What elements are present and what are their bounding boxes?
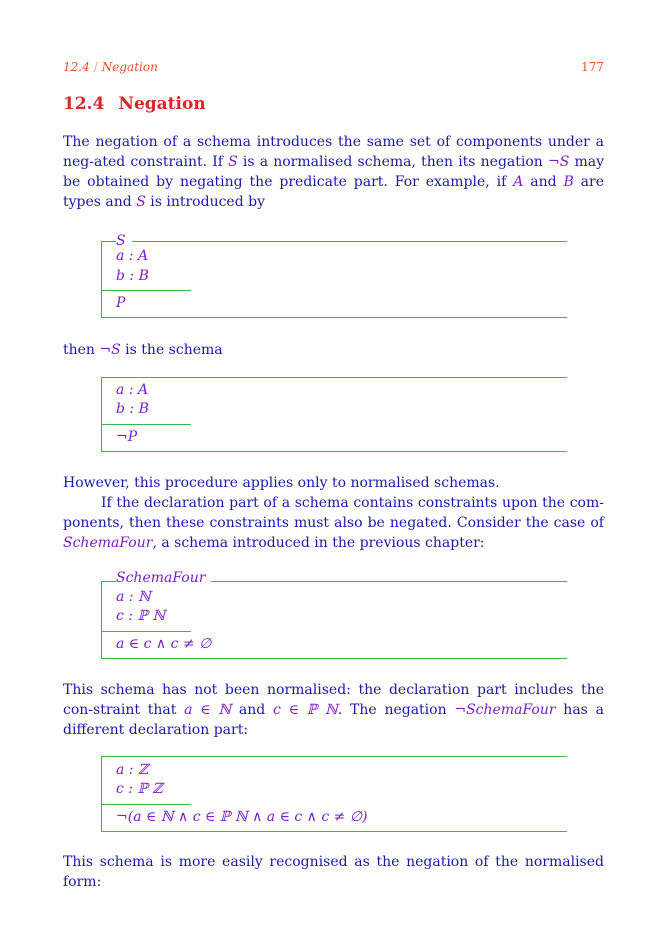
math-symbol: ¬ xyxy=(547,154,560,170)
text-run: is a normalised schema, then its negation xyxy=(237,154,548,170)
math-symbol: B xyxy=(563,174,574,190)
math-symbol: A xyxy=(513,174,524,190)
section-title: Negation xyxy=(118,94,206,114)
paragraph-not-normalised xyxy=(63,680,604,740)
math-symbol: S xyxy=(559,154,570,170)
paragraph-recognised: This schema is more easily recognised as the negation of the normalised form: xyxy=(63,854,604,890)
schema-name: S xyxy=(116,233,132,249)
header-section-number: 12.4 xyxy=(63,60,90,74)
text-run: has a different declaration part: xyxy=(63,702,604,738)
schema-reference: SchemaFour xyxy=(63,535,153,551)
text-run: are types and xyxy=(63,174,604,210)
text-run: is the schema xyxy=(120,342,223,358)
schema-predicate: ¬P xyxy=(116,429,138,445)
schema-divider xyxy=(101,424,191,425)
schema-bottom-rule xyxy=(101,317,567,318)
text-run: and xyxy=(523,174,564,190)
schema-predicate: ¬(a ∈ ℕ ∧ c ∈ ℙ ℕ ∧ a ∈ c ∧ c ≠ ∅) xyxy=(116,809,368,825)
text-run: The negation of a schema introduces the same set of components under a neg-ated constraint. If xyxy=(63,134,604,170)
schema-declaration: a : ℕ xyxy=(116,589,151,605)
text-run: and xyxy=(231,702,274,718)
section-number: 12.4 xyxy=(63,94,105,114)
schema-bottom-rule xyxy=(101,658,567,659)
schema-bottom-rule xyxy=(101,831,567,832)
math-symbol: S xyxy=(111,342,121,358)
schema-box-neg-schemafour xyxy=(101,748,567,834)
schema-left-rule xyxy=(101,756,102,832)
schema-box-schemafour xyxy=(101,570,567,660)
math-symbol: ¬ xyxy=(454,702,467,718)
schema-left-rule xyxy=(101,581,102,659)
header-section-title: Negation xyxy=(101,60,158,74)
schema-top-rule xyxy=(101,756,567,757)
text-run: This schema has not been normalised: the declaration part includes the con-straint that xyxy=(63,682,604,718)
text-run: may be obtained by negating the predicate part. For example, if xyxy=(63,154,604,190)
schema-divider xyxy=(101,290,191,291)
schema-declaration: a : A xyxy=(116,382,149,398)
schema-left-rule xyxy=(101,241,102,318)
schema-declaration: c : ℙ ℕ xyxy=(116,608,166,624)
schema-predicate: a ∈ c ∧ c ≠ ∅ xyxy=(116,636,212,652)
schema-divider xyxy=(101,631,191,632)
paragraph-intro xyxy=(63,132,604,212)
header-separator: / xyxy=(93,60,98,74)
text-run: is introduced by xyxy=(145,194,265,210)
schema-predicate: P xyxy=(116,295,126,311)
paragraph-declaration xyxy=(63,493,604,553)
text-run: then xyxy=(63,342,100,358)
math-expression: a ∈ ℕ xyxy=(184,702,232,718)
page-number: 177 xyxy=(581,60,604,74)
schema-box-s xyxy=(101,233,567,319)
math-symbol: ¬ xyxy=(99,342,112,358)
schema-box-neg-s xyxy=(101,369,567,455)
schema-name: SchemaFour xyxy=(116,570,211,586)
schema-declaration: c : ℙ ℤ xyxy=(116,781,163,797)
paragraph-however: However, this procedure applies only to normalised schemas. xyxy=(63,475,500,491)
running-header xyxy=(63,60,604,74)
math-symbol: S xyxy=(136,194,146,210)
text-run: , a schema introduced in the previous chapter: xyxy=(152,535,485,551)
schema-top-rule xyxy=(101,377,567,378)
schema-divider xyxy=(101,804,191,805)
schema-left-rule xyxy=(101,377,102,452)
schema-top-rule xyxy=(101,241,567,242)
paragraph-then xyxy=(63,340,604,360)
schema-declaration: a : A xyxy=(116,248,149,264)
text-run: If the declaration part of a schema contains constraints upon the com-ponents, then these constraints must also be negated. Consider the case of xyxy=(63,495,604,531)
schema-declaration: b : B xyxy=(116,268,149,284)
math-symbol: S xyxy=(228,154,238,170)
schema-reference: SchemaFour xyxy=(466,702,556,718)
section-heading xyxy=(63,94,206,114)
schema-declaration: b : B xyxy=(116,401,149,417)
schema-declaration: a : ℤ xyxy=(116,762,149,778)
schema-bottom-rule xyxy=(101,451,567,452)
text-run: . The negation xyxy=(337,702,455,718)
math-expression: c ∈ ℙ ℕ xyxy=(273,702,338,718)
